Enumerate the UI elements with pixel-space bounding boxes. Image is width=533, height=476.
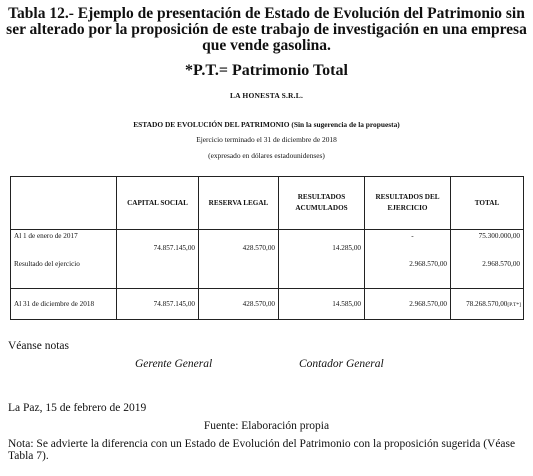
- currency-note: (expresado en dólares estadounidenses): [208, 151, 325, 160]
- closing-ejercicio: 2.968.570,00: [365, 289, 451, 320]
- equity-statement-table: [10, 176, 524, 320]
- closing-label: Al 31 de diciembre de 2018: [11, 289, 117, 320]
- ejercicio-cell: [365, 230, 451, 289]
- company-name: LA HONESTA S.R.L.: [229, 91, 304, 100]
- closing-total-tag: [P.T*]: [507, 302, 521, 308]
- header-empty: [11, 177, 117, 230]
- opening-capital: 74.857.145,00: [153, 244, 195, 252]
- row-labels-cell: [11, 230, 117, 289]
- header-reserva-legal: RESERVA LEGAL: [199, 177, 279, 230]
- opening-ejercicio: -: [411, 232, 414, 240]
- result-total: 2.968.570,00: [482, 260, 520, 268]
- see-notes: Véanse notas: [8, 340, 69, 352]
- closing-acumulados: 14.585,00: [279, 289, 365, 320]
- opening-reserva: 428.570,00: [242, 244, 275, 252]
- place-date: La Paz, 15 de febrero de 2019: [8, 402, 147, 414]
- reserva-cell: [199, 230, 279, 289]
- signature-contador: Contador General: [299, 358, 384, 370]
- header-total: TOTAL: [451, 177, 524, 230]
- table-row-closing: [11, 289, 524, 320]
- opening-acumulados: 14.285,00: [332, 244, 361, 252]
- header-resultados-acumulados: RESULTADOS ACUMULADOS: [279, 177, 365, 230]
- table-header-row: [11, 177, 524, 230]
- statement-period: Ejercicio terminado el 31 de diciembre de 2018: [196, 135, 337, 144]
- statement-title: ESTADO DE EVOLUCIÓN DEL PATRIMONIO (Sin la sugerencia de la propuesta): [133, 120, 400, 129]
- footnote: Nota: Se advierte la diferencia con un Estado de Evolución del Patrimonio con la proposición sugerida (Véase Tabla 7).: [8, 438, 516, 462]
- signature-gerente: Gerente General: [135, 358, 213, 370]
- total-cell: [451, 230, 524, 289]
- source-note: Fuente: Elaboración propia: [203, 420, 330, 432]
- capital-cell: [117, 230, 199, 289]
- table-caption-subtitle: *P.T.= Patrimonio Total: [185, 62, 348, 79]
- table-row: [11, 230, 524, 289]
- header-capital-social: CAPITAL SOCIAL: [117, 177, 199, 230]
- result-ejercicio: 2.968.570,00: [409, 260, 447, 268]
- header-resultados-ejercicio: RESULTADOS DEL EJERCICIO: [365, 177, 451, 230]
- closing-capital: 74.857.145,00: [117, 289, 199, 320]
- acumulados-cell: [279, 230, 365, 289]
- closing-total-cell: [451, 289, 524, 320]
- opening-total: 75.300.000,00: [478, 232, 520, 240]
- opening-label: Al 1 de enero de 2017: [14, 232, 78, 240]
- table-caption-title: Tabla 12.- Ejemplo de presentación de Estado de Evolución del Patrimonio sin ser alterado por la proposición de este trabajo de investigación en una empresa que vende gasolina.: [6, 5, 527, 54]
- closing-total: 78.268.570,00: [466, 300, 508, 308]
- closing-reserva: 428.570,00: [199, 289, 279, 320]
- result-label: Resultado del ejercicio: [14, 260, 80, 268]
